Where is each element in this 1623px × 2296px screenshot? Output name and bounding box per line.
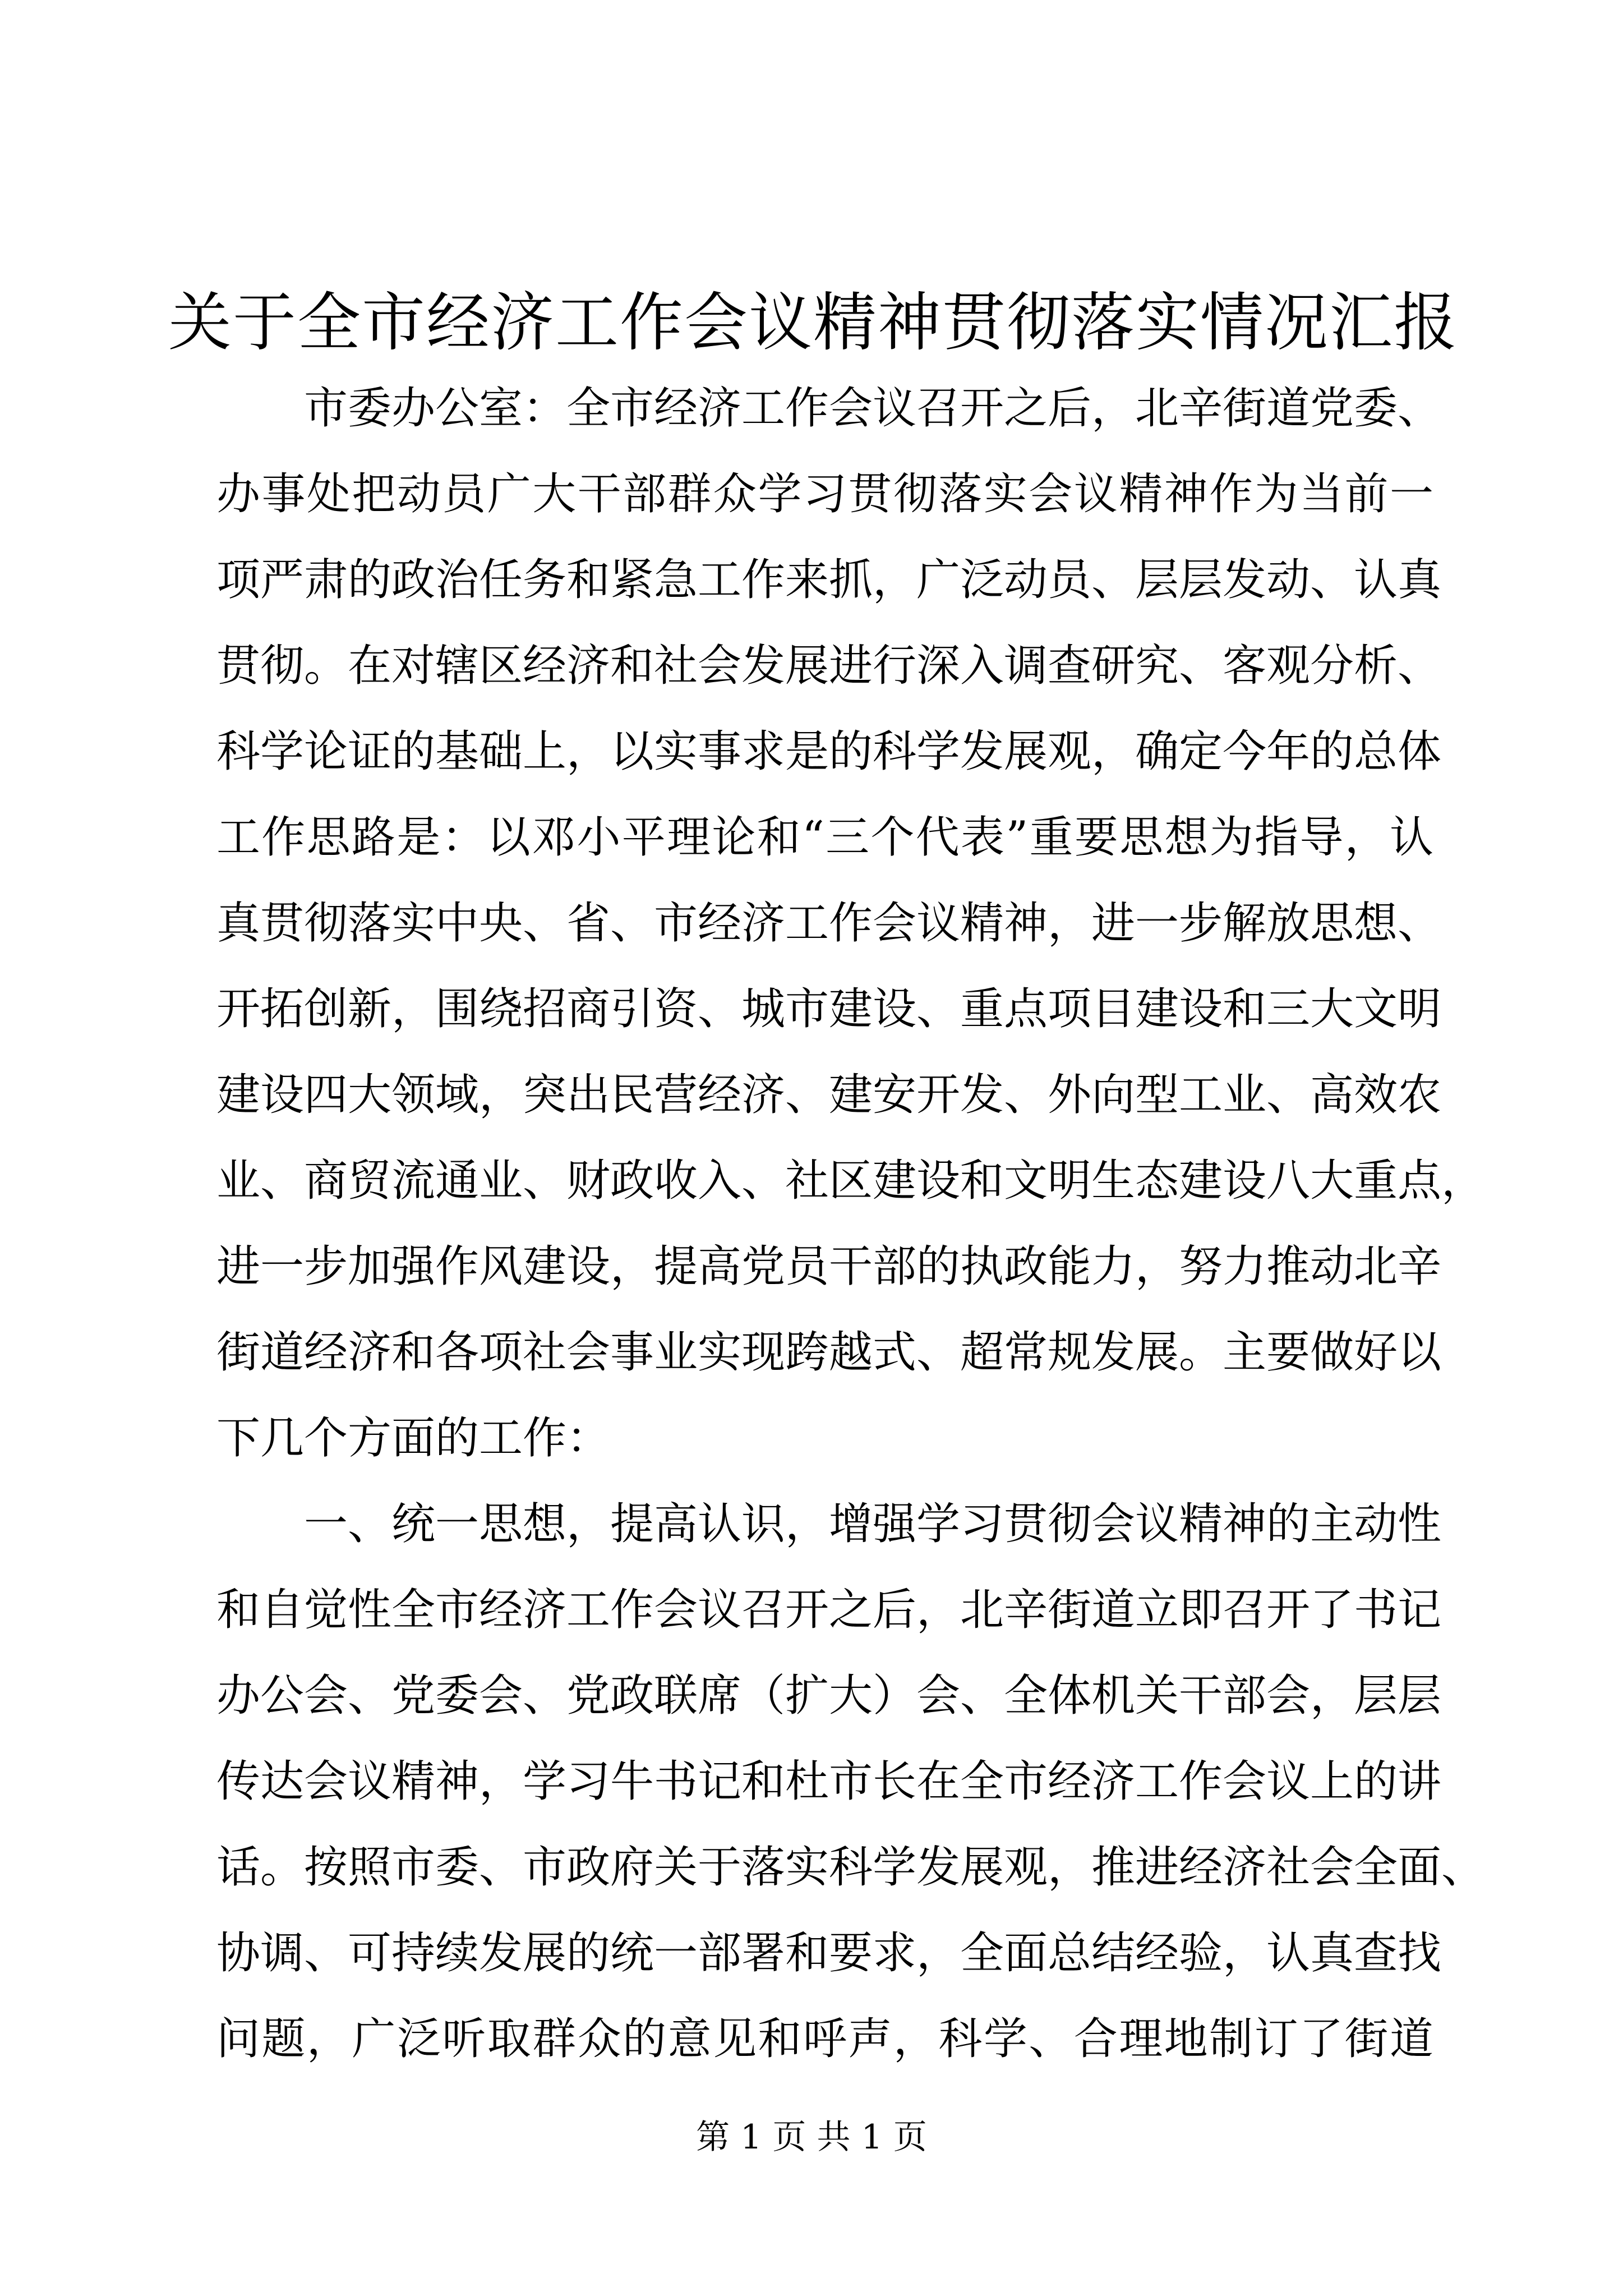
body-line: 建设四大领域，突出民营经济、建安开发、外向型工业、高效农 — [216, 1070, 1442, 1120]
document-body — [216, 366, 1486, 2082]
body-line: 话。按照市委、市政府关于落实科学发展观，推进经济社会全面、 — [216, 1842, 1486, 1893]
body-line: 一、统一思想，提高认识，增强学习贯彻会议精神的主动性 — [304, 1499, 1442, 1549]
body-line: 科学论证的基础上，以实事求是的科学发展观，确定今年的总体 — [216, 726, 1442, 777]
page-number-footer: 第 1 页 共 1 页 — [696, 2118, 927, 2157]
body-line: 传达会议精神，学习牛书记和杜市长在全市经济工作会议上的讲 — [216, 1756, 1442, 1807]
body-line: 下几个方面的工作： — [216, 1413, 611, 1464]
body-line: 项严肃的政治任务和紧急工作来抓，广泛动员、层层发动、认真 — [216, 555, 1442, 605]
body-line: 和自觉性全市经济工作会议召开之后，北辛街道立即召开了书记 — [216, 1585, 1442, 1635]
body-line: 工作思路是：以邓小平理论和“三个代表”重要思想为指导，认 — [216, 812, 1433, 863]
body-line: 进一步加强作风建设，提高党员干部的执政能力，努力推动北辛 — [216, 1241, 1442, 1292]
body-line: 协调、可持续发展的统一部署和要求，全面总结经验，认真查找 — [216, 1928, 1442, 1978]
body-line: 业、商贸流通业、财政收入、社区建设和文明生态建设八大重点， — [216, 1156, 1486, 1206]
body-line: 贯彻。在对辖区经济和社会发展进行深入调查研究、客观分析、 — [216, 641, 1442, 691]
body-line: 办公会、党委会、党政联席（扩大）会、全体机关干部会，层层 — [216, 1671, 1442, 1721]
body-line: 真贯彻落实中央、省、市经济工作会议精神，进一步解放思想、 — [216, 898, 1442, 949]
body-line: 问题，广泛听取群众的意见和呼声，科学、合理地制订了街道 — [216, 2014, 1433, 2064]
body-line: 市委办公室：全市经济工作会议召开之后，北辛街道党委、 — [304, 383, 1442, 434]
body-line: 办事处把动员广大干部群众学习贯彻落实会议精神作为当前一 — [216, 469, 1433, 519]
body-line: 开拓创新，围绕招商引资、城市建设、重点项目建设和三大文明 — [216, 984, 1442, 1034]
body-line: 街道经济和各项社会事业实现跨越式、超常规发展。主要做好以 — [216, 1327, 1442, 1378]
document-title: 关于全市经济工作会议精神贯彻落实情况汇报 — [168, 286, 1458, 360]
